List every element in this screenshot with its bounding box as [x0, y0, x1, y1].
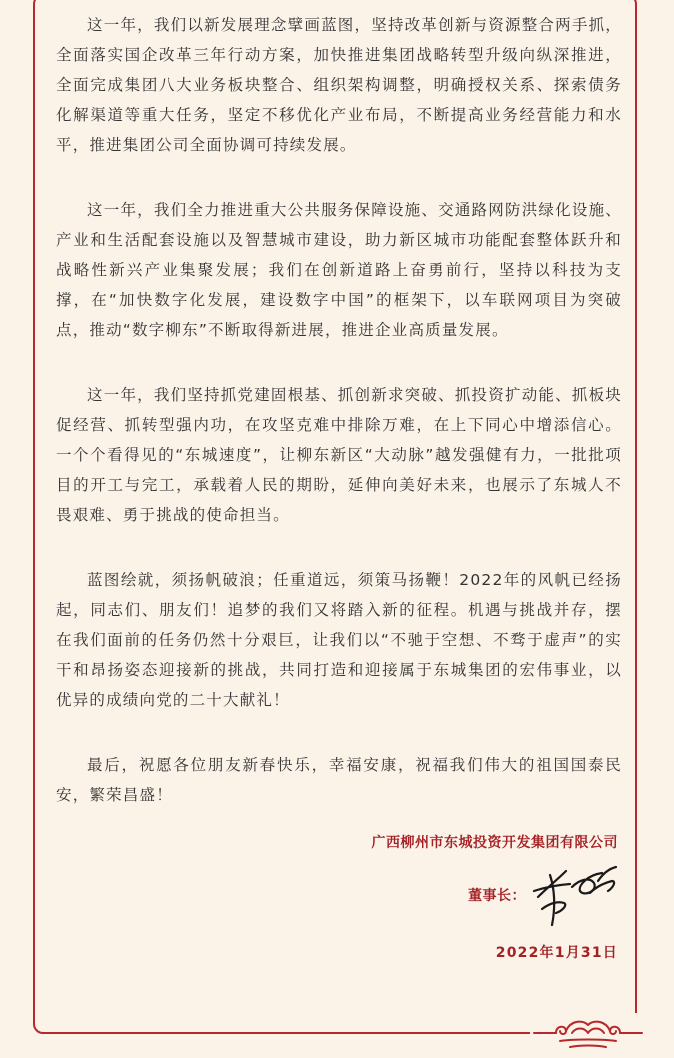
cloud-scroll-ornament-icon — [530, 1013, 646, 1055]
paragraph-1: 这一年，我们以新发展理念擘画蓝图，坚持改革创新与资源整合两手抓，全面落实国企改革三年行动方案，加快推进集团战略转型升级向纵深推进，全面完成集团八大业务板块整合、组织架构调整，明确授权关系、探索债务化解渠道等重大任务，坚定不移优化产业布局，不断提高业务经营能力和水平，推进集团公司全面协调可持续发展。 — [56, 16, 622, 154]
chairman-signature-row — [468, 855, 628, 935]
letter-body — [56, 10, 622, 845]
paragraph-3: 这一年，我们坚持抓党建固根基、抓创新求突破、抓投资扩动能、抓板块促经营、抓转型强内功，在攻坚克难中排除万难，在上下同心中增添信心。一个个看得见的“东城速度”，让柳东新区“大动脉”越发强健有力，一批批项目的开工与完工，承载着人民的期盼，延伸向美好未来，也展示了东城人不畏艰难、勇于挑战的使命担当。 — [56, 386, 622, 524]
paragraph-4: 蓝图绘就，须扬帆破浪；任重道远，须策马扬鞭！2022年的风帆已经扬起，同志们、朋友们！追梦的我们又将踏入新的征程。机遇与挑战并存，摆在我们面前的任务仍然十分艰巨，让我们以“不驰于空想、不骛于虚声”的实干和昂扬姿态迎接新的挑战，共同打造和迎接属于东城集团的宏伟事业，以优异的成绩向党的二十大献礼！ — [56, 571, 622, 709]
company-name: 广西柳州市东城投资开发集团有限公司 — [371, 835, 618, 851]
handwritten-signature-icon — [528, 857, 628, 933]
chairman-label: 董事长： — [468, 888, 526, 904]
paragraph-2: 这一年，我们全力推进重大公共服务保障设施、交通路网防洪绿化设施、产业和生活配套设施以及智慧城市建设，助力新区城市功能配套整体跃升和战略性新兴产业集聚发展；我们在创新道路上奋勇前行，坚持以科技为支撑，在“加快数字化发展，建设数字中国”的框架下，以车联网项目为突破点，推动“数字柳东”不断取得新进展，推进企业高质量发展。 — [56, 201, 622, 339]
paragraph-5: 最后，祝愿各位朋友新春快乐，幸福安康，祝福我们伟大的祖国国泰民安，繁荣昌盛！ — [56, 756, 622, 804]
letter-date: 2022年1月31日 — [495, 945, 618, 961]
